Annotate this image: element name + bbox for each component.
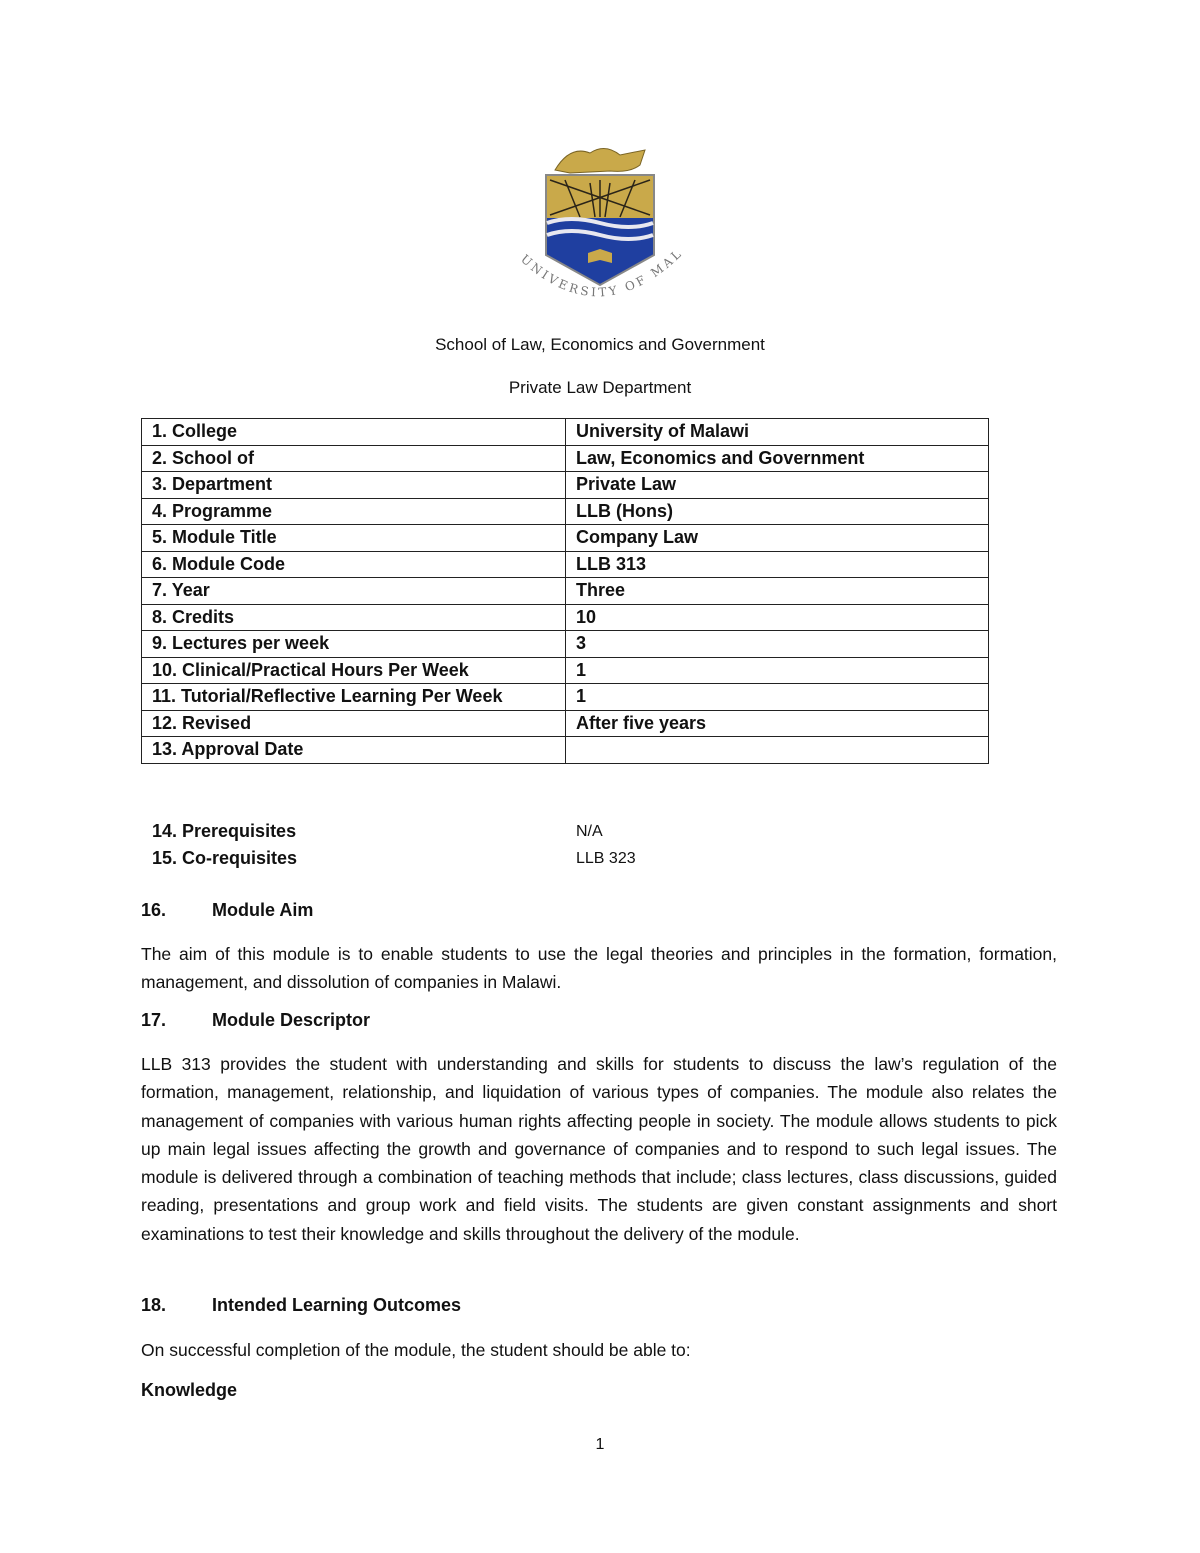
table-row [142, 498, 989, 525]
table-row [142, 525, 989, 552]
table-row [142, 472, 989, 499]
row-value: 1 [566, 684, 989, 711]
row-value: LLB (Hons) [566, 498, 989, 525]
table-row [142, 710, 989, 737]
section-number: 16. [141, 900, 167, 920]
university-logo [510, 135, 690, 320]
row-value: 3 [566, 631, 989, 658]
table-row [142, 684, 989, 711]
module-aim-heading [141, 900, 313, 921]
module-info-table [141, 418, 989, 764]
module-descriptor-text: LLB 313 provides the student with understanding and skills for students to discuss the law’s regulation of the formation, management, relationship, and liquidation of various types of companies. The module also relates the management of companies with various human rights affecting people in society. The module allows students to pick up main legal issues affecting the growth and governance of companies and to respond to such legal issues. The module is delivered through a combination of teaching methods that include; class lectures, class discussions, guided reading, presentations and group work and field visits. The students are given constant assignments and short examinations to test their knowledge and skills throughout the delivery of the module. [141, 1054, 1057, 1244]
section-number: 18. [141, 1295, 167, 1315]
table-row [142, 578, 989, 605]
section-title: Module Descriptor [212, 1010, 371, 1030]
table-row [142, 631, 989, 658]
row-value: LLB 313 [566, 551, 989, 578]
row-label: 11. Tutorial/Reflective Learning Per Week [142, 684, 566, 711]
row-label: 12. Revised [142, 710, 566, 737]
corequisites-value: LLB 323 [576, 850, 636, 867]
school-name: School of Law, Economics and Government [435, 335, 765, 354]
row-value: Private Law [566, 472, 989, 499]
learning-outcomes-heading [141, 1295, 461, 1316]
row-label: 3. Department [142, 472, 566, 499]
table-row [142, 657, 989, 684]
table-row [142, 604, 989, 631]
row-label: 6. Module Code [142, 551, 566, 578]
module-aim-text: The aim of this module is to enable students to use the legal theories and principles in the formation, formation, management, and dissolution of companies in Malawi. [141, 944, 1057, 993]
table-row [142, 551, 989, 578]
row-label: 5. Module Title [142, 525, 566, 552]
row-label: 4. Programme [142, 498, 566, 525]
row-label: 9. Lectures per week [142, 631, 566, 658]
row-value: 10 [566, 604, 989, 631]
row-value: Three [566, 578, 989, 605]
row-value: University of Malawi [566, 419, 989, 446]
table-row [142, 737, 989, 764]
department-name: Private Law Department [508, 378, 692, 397]
row-label: 13. Approval Date [142, 737, 566, 764]
row-value [566, 737, 989, 764]
row-label: 10. Clinical/Practical Hours Per Week [142, 657, 566, 684]
table-row [142, 419, 989, 446]
knowledge-subheading: Knowledge [141, 1380, 238, 1400]
row-label: 7. Year [142, 578, 566, 605]
section-title: Intended Learning Outcomes [212, 1295, 462, 1315]
row-label: 1. College [142, 419, 566, 446]
prerequisites-label: 14. Prerequisites [152, 821, 297, 841]
section-number: 17. [141, 1010, 167, 1030]
table-row [142, 445, 989, 472]
module-descriptor-heading [141, 1010, 370, 1031]
row-label: 8. Credits [142, 604, 566, 631]
svg-text:UNIVERSITY OF MALAWI: UNIVERSITY OF MAL [518, 245, 686, 300]
row-label: 2. School of [142, 445, 566, 472]
row-value: Law, Economics and Government [566, 445, 989, 472]
page-number: 1 [595, 1436, 605, 1453]
row-value: 1 [566, 657, 989, 684]
corequisites-label: 15. Co-requisites [152, 848, 298, 868]
row-value: Company Law [566, 525, 989, 552]
section-title: Module Aim [212, 900, 314, 920]
row-value: After five years [566, 710, 989, 737]
learning-outcomes-intro: On successful completion of the module, the student should be able to: [141, 1340, 691, 1360]
prerequisites-value: N/A [576, 823, 603, 840]
